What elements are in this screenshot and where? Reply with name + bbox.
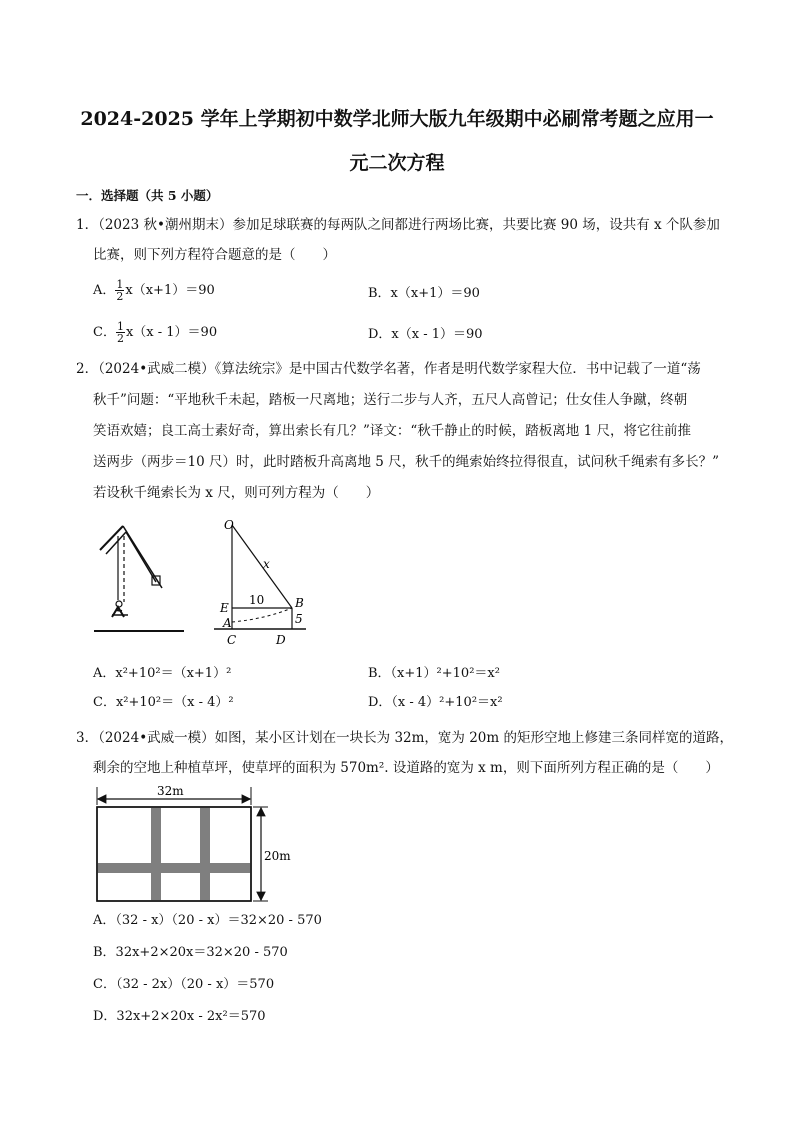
q3-option-d[interactable]: D．32x+2×20x - 2x²＝570 bbox=[93, 1009, 266, 1024]
point-e-label: E bbox=[220, 601, 229, 615]
q1-option-c-fraction bbox=[116, 321, 125, 344]
width-32m-label: 32m bbox=[157, 785, 184, 798]
q3-option-a[interactable]: A．（32 - x）（20 - x）＝32×20 - 570 bbox=[93, 913, 322, 928]
q1-option-d[interactable]: D．x（x - 1）＝90 bbox=[368, 327, 483, 342]
swing-geometry-diagram bbox=[210, 515, 310, 650]
q2-option-a[interactable]: A．x²+10²＝（x+1）² bbox=[93, 666, 232, 681]
q1-option-a-label: A． bbox=[93, 283, 116, 298]
section-heading: 一．选择题（共 5 小题） bbox=[76, 188, 219, 203]
q1-option-a-fraction-num: 1 bbox=[116, 278, 124, 291]
q3-option-b[interactable]: B．32x+2×20x＝32×20 - 570 bbox=[93, 945, 288, 960]
q1-option-c-label: C． bbox=[93, 325, 116, 340]
length-10-label: 10 bbox=[249, 593, 265, 607]
point-b-label: B bbox=[295, 596, 304, 610]
road-plan-diagram bbox=[90, 785, 300, 907]
q2-option-b[interactable]: B．（x+1）²+10²＝x² bbox=[368, 666, 500, 681]
height-20m-label: 20m bbox=[264, 849, 291, 863]
q1-line2: 比赛，则下列方程符合题意的是（ ） bbox=[93, 247, 336, 263]
q2-line2: 秋千”问题：“平地秋千未起，踏板一尺离地；送行二步与人齐，五尺人高曾记；仕女佳人争蹴，终朝 bbox=[93, 392, 688, 408]
q1-option-a-text: x（x+1）＝90 bbox=[125, 283, 215, 298]
q2-option-c[interactable]: C．x²+10²＝（x - 4）² bbox=[93, 695, 234, 710]
point-a-label: A bbox=[223, 616, 232, 630]
length-5-label: 5 bbox=[295, 612, 303, 626]
q2-line3: 笑语欢嬉；良工高士素好奇，算出索长有几？”译文：“秋千静止的时候，踏板离地 1 尺，将它往前推 bbox=[93, 423, 691, 439]
q3-line1: 3．（2024•武威一模）如图，某小区计划在一块长为 32m，宽为 20m 的矩形空地上修建三条同样宽的道路， bbox=[76, 730, 733, 746]
q2-line4: 送两步（两步＝10 尺）时，此时踏板升高离地 5 尺，秋千的绳索始终拉得很直，试问秋千绳索有多长？” bbox=[93, 454, 720, 470]
swing-illustration bbox=[90, 522, 190, 637]
q2-option-d[interactable]: D．（x - 4）²+10²＝x² bbox=[368, 695, 503, 710]
rope-x-label: x bbox=[263, 557, 270, 571]
page-title-line2: 元二次方程 bbox=[349, 152, 445, 174]
page-title-line1: 2024-2025 学年上学期初中数学北师大版九年级期中必刷常考题之应用一 bbox=[80, 108, 714, 130]
q1-option-b[interactable]: B．x（x+1）＝90 bbox=[368, 286, 480, 301]
q1-option-a-fraction-den: 2 bbox=[116, 290, 124, 303]
q1-option-c-text: x（x - 1）＝90 bbox=[125, 325, 218, 340]
q1-option-a-fraction bbox=[115, 279, 124, 302]
q3-line2: 剩余的空地上种植草坪，使草坪的面积为 570m². 设道路的宽为 x m，则下面所列方程正确的是（ ） bbox=[93, 760, 719, 776]
q1-line1: 1．（2023 秋•潮州期末）参加足球联赛的每两队之间都进行两场比赛，共要比赛 90 场，设共有 x 个队参加 bbox=[76, 217, 720, 233]
q1-option-c-fraction-den: 2 bbox=[116, 332, 124, 345]
q1-option-c[interactable] bbox=[93, 321, 217, 344]
point-d-label: D bbox=[276, 633, 286, 647]
q2-line5: 若设秋千绳索长为 x 尺，则可列方程为（ ） bbox=[93, 485, 380, 501]
q2-line1: 2．（2024•武威二模）《算法统宗》是中国古代数学名著，作者是明代数学家程大位．书中记载了一道“荡 bbox=[76, 361, 701, 377]
q1-option-a[interactable] bbox=[93, 279, 215, 302]
q1-option-c-fraction-num: 1 bbox=[116, 320, 124, 333]
q3-option-c[interactable]: C．（32 - 2x）（20 - x）＝570 bbox=[93, 977, 275, 992]
point-o-label: O bbox=[224, 518, 234, 532]
point-c-label: C bbox=[227, 633, 237, 647]
